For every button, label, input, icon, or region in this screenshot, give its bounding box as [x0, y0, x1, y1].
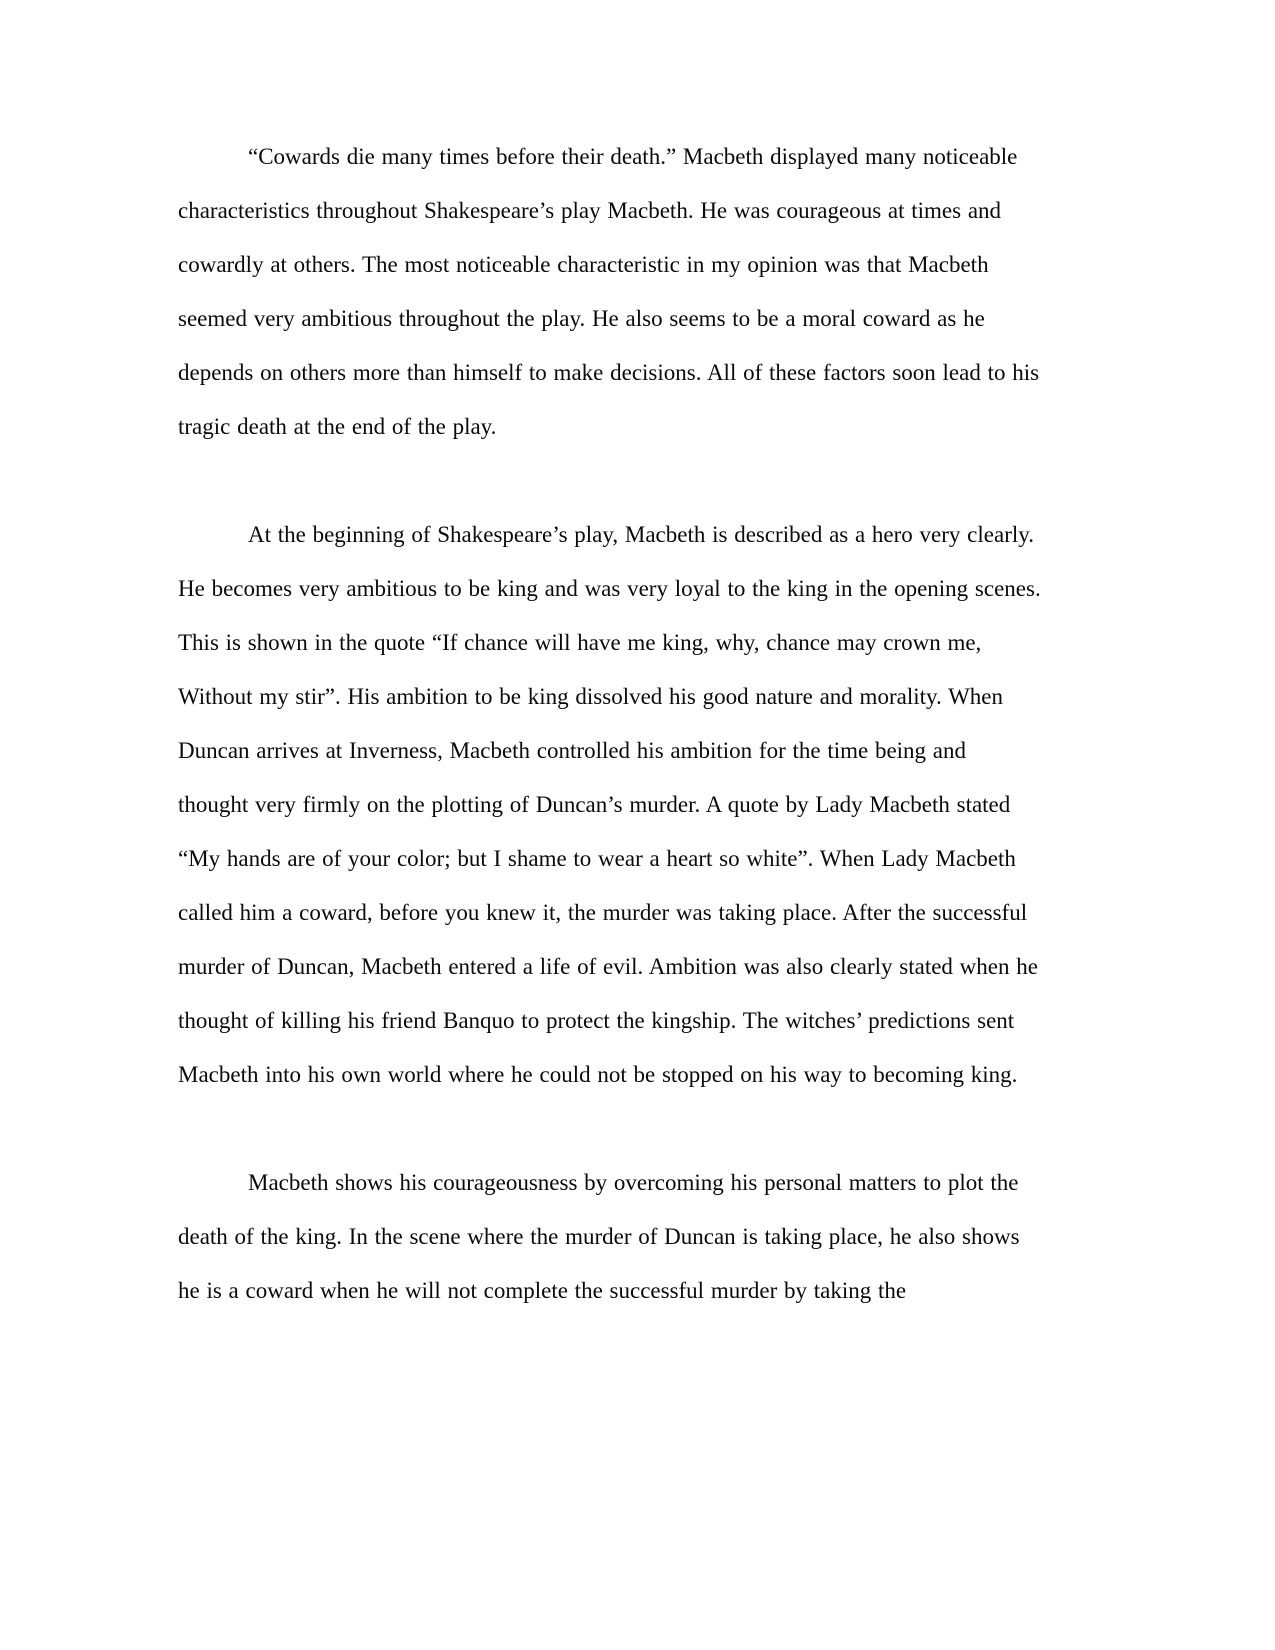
essay-paragraph-continuation: Macbeth shows his courageousness by overcoming his personal matters to plot the death of the king. In the scene where the murder of Duncan is taking place, he also shows he is a coward when he will not complete the successful murder by taking the — [178, 1170, 1020, 1303]
essay-paragraph-intro: “Cowards die many times before their death.” Macbeth displayed many noticeable characteristics throughout Shakespeare’s play Macbeth. He was courageous at times and cowardly at others. The most noticeable characteristic in my opinion was that Macbeth seemed very ambitious throughout the play. He also seems to be a moral coward as he depends on others more than himself to make decisions. All of these factors soon lead to his tragic death at the end of the play. — [178, 144, 1040, 439]
essay-paragraph-body: At the beginning of Shakespeare’s play, Macbeth is described as a hero very clearly. He becomes very ambitious to be king and was very loyal to the king in the opening scenes. This is shown in the quote “If chance will have me king, why, chance may crown me, Without my stir”. His ambition to be king dissolved his good nature and morality. When Duncan arrives at Inverness, Macbeth controlled his ambition for the time being and thought very firmly on the plotting of Duncan’s murder. A quote by Lady Macbeth stated “My hands are of your color; but I shame to wear a heart so white”. When Lady Macbeth called him a coward, before you knew it, the murder was taking place. After the successful murder of Duncan, Macbeth entered a life of evil. Ambition was also clearly stated when he thought of killing his friend Banquo to protect the kingship. The witches’ predictions sent Macbeth into his own world where he could not be stopped on his way to becoming king. — [178, 522, 1041, 1087]
